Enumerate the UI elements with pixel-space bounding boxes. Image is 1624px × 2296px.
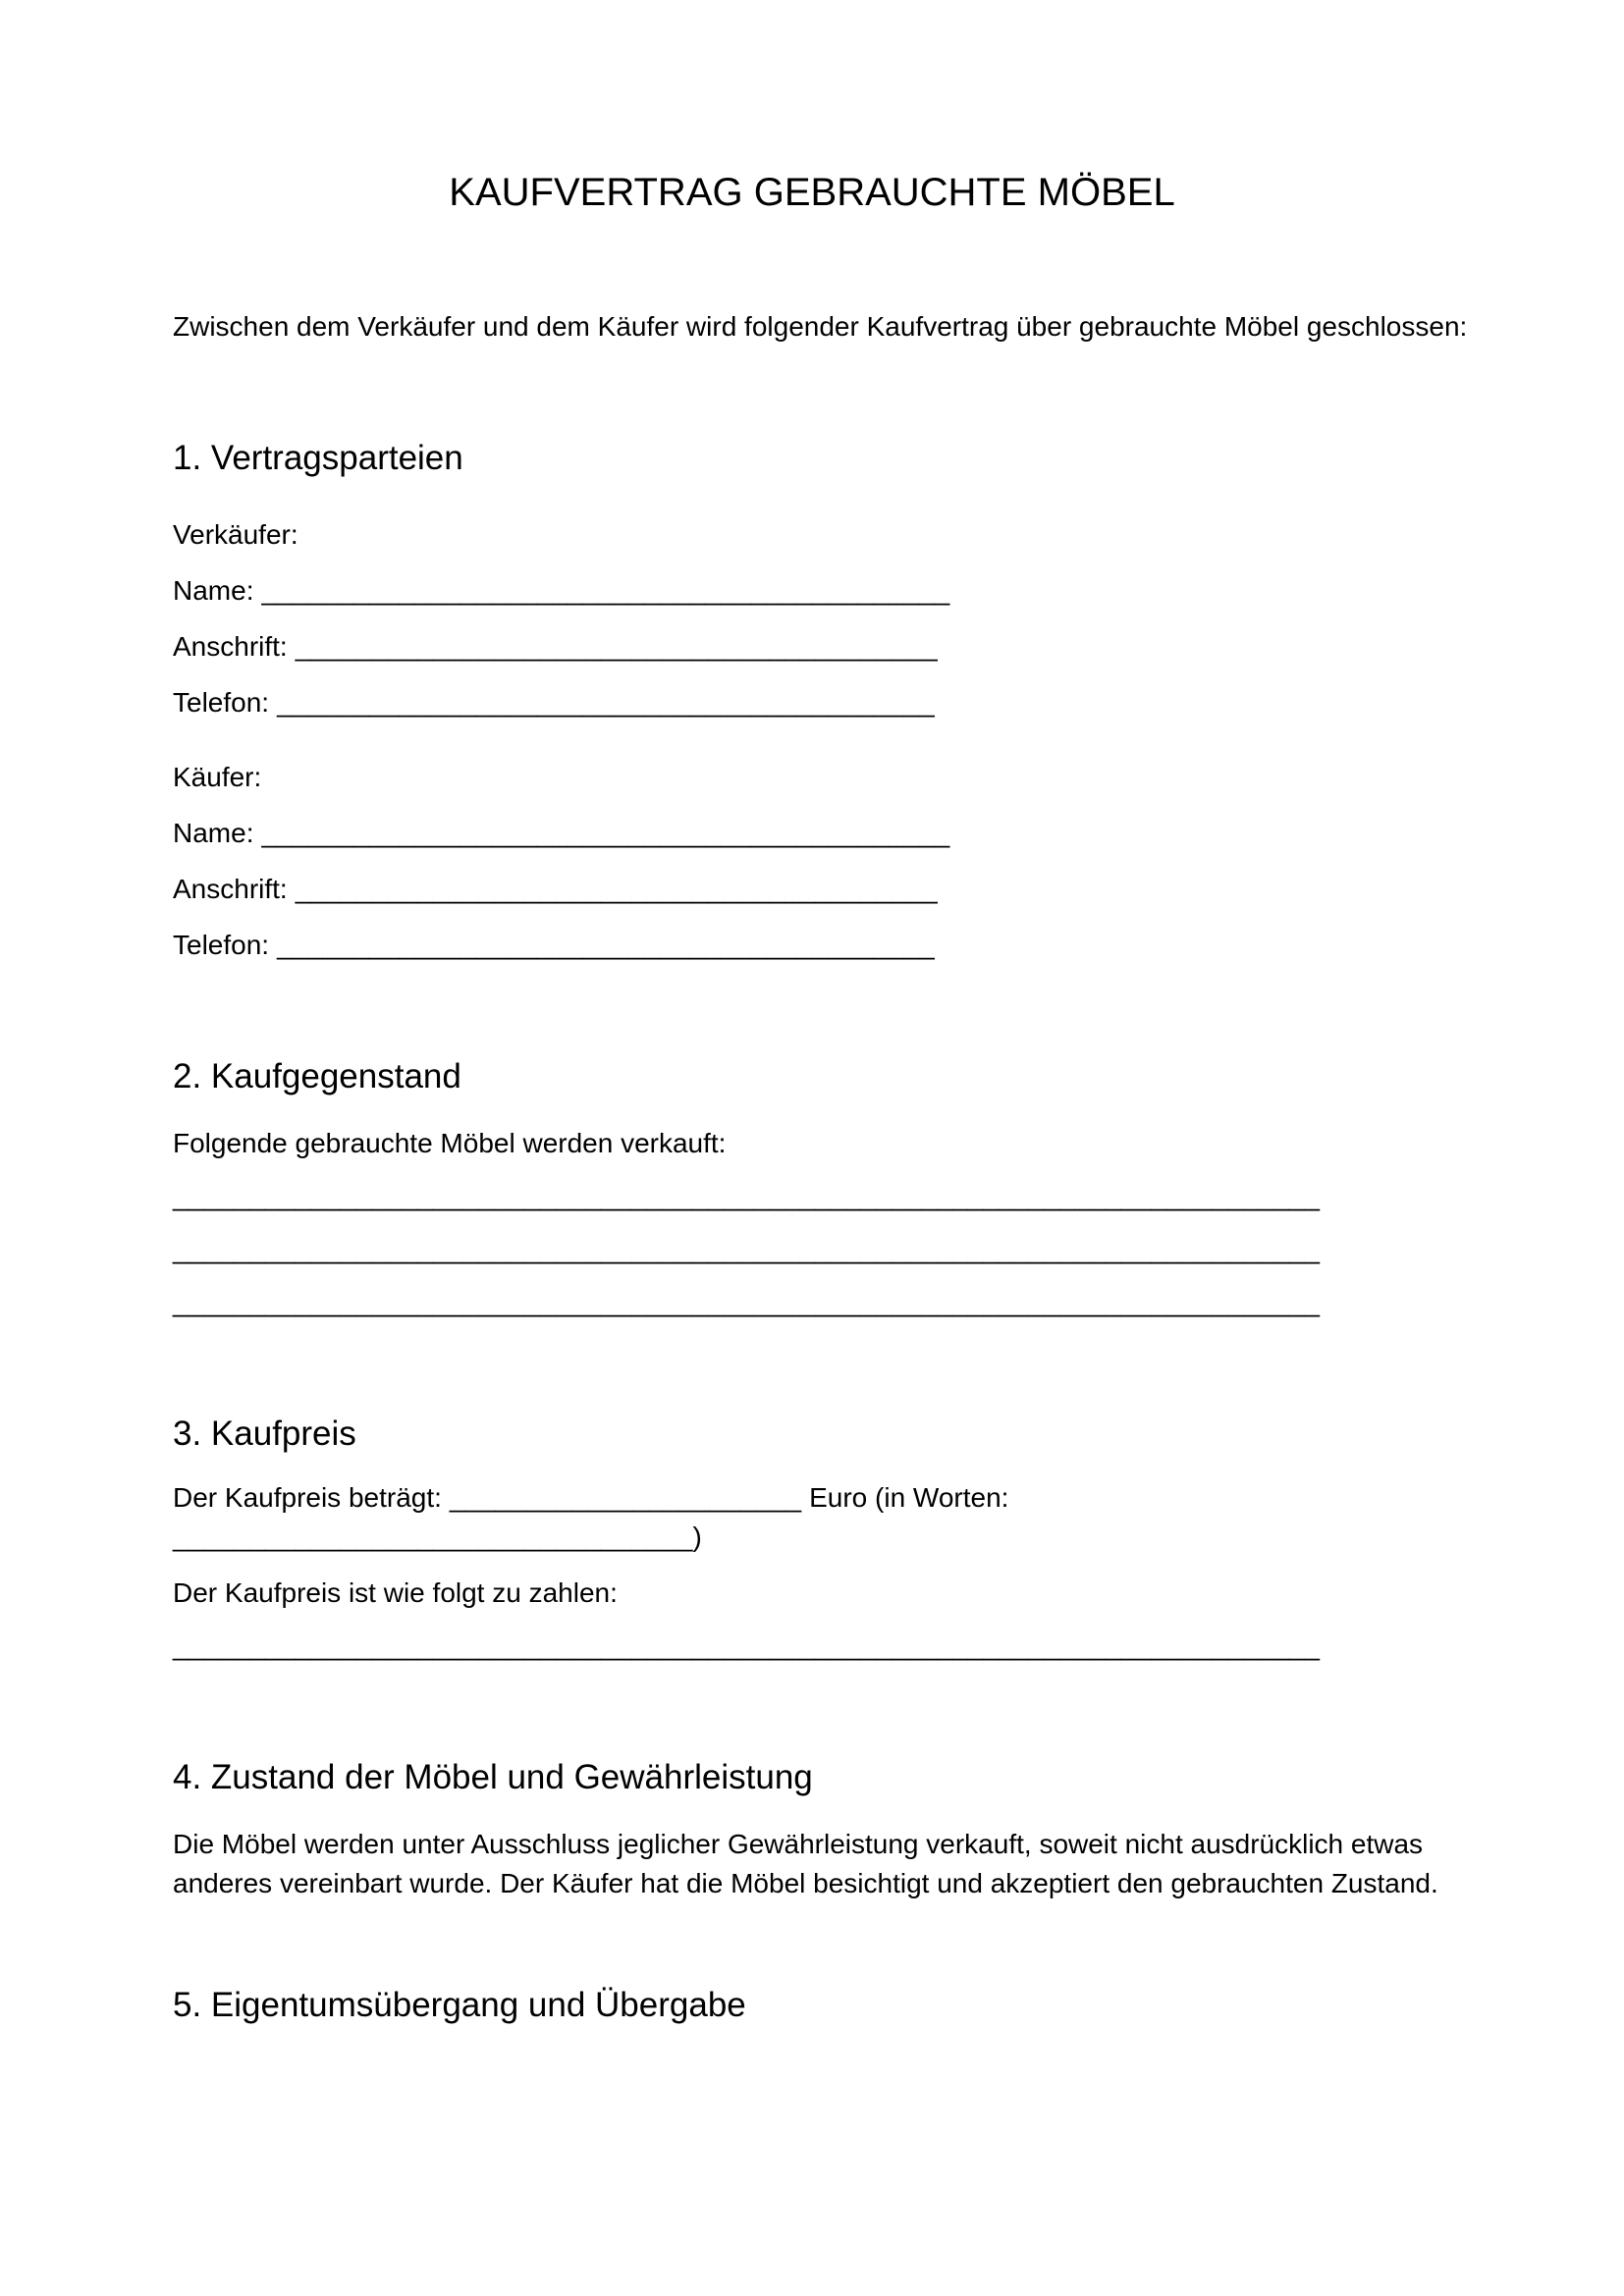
section-3-heading: 3. Kaufpreis xyxy=(173,1415,356,1453)
buyer-name-row xyxy=(173,814,1479,853)
kaufgegenstand-lead: Folgende gebrauchte Möbel werden verkauft: xyxy=(173,1128,727,1158)
seller-phone-row xyxy=(173,683,1479,722)
price-words-blank-line: __________________________________) xyxy=(173,1522,702,1552)
warranty-paragraph: Die Möbel werden unter Ausschluss jeglicher Gewährleistung verkauft, soweit nicht ausdrücklich etwas anderes vereinbart wurde. Der Käufer hat die Möbel besichtigt und akzeptiert den gebrauchten Zustand. xyxy=(173,1829,1438,1898)
buyer-phone-row xyxy=(173,926,1479,965)
field-label: Telefon: xyxy=(173,687,270,718)
field-label: Name: xyxy=(173,575,254,606)
buyer-address-row xyxy=(173,870,1479,909)
seller-name-row xyxy=(173,571,1479,611)
buyer-label: Käufer: xyxy=(173,762,262,792)
price-prefix: Der Kaufpreis beträgt: xyxy=(173,1482,442,1513)
blank-line: ___________________________________________________________________________ xyxy=(173,1234,1320,1264)
seller-label: Verkäufer: xyxy=(173,519,298,550)
section-kaufgegenstand xyxy=(173,1055,1479,1322)
field-blank-line: ___________________________________________ xyxy=(277,930,935,960)
field-label: Anschrift: xyxy=(173,631,288,662)
field-blank-line: __________________________________________ xyxy=(295,631,938,662)
payment-lead: Der Kaufpreis ist wie folgt zu zahlen: xyxy=(173,1577,618,1608)
field-blank-line: ___________________________________________ xyxy=(277,687,935,718)
seller-address-row xyxy=(173,627,1479,667)
price-paragraph xyxy=(173,1478,1479,1557)
field-blank-line: __________________________________________ xyxy=(295,874,938,904)
intro-paragraph: Zwischen dem Verkäufer und dem Käufer wird folgender Kaufvertrag über gebrauchte Möbel geschlossen: xyxy=(173,311,1468,342)
section-eigentumsuebergang xyxy=(173,1984,1479,2027)
section-5-heading: 5. Eigentumsübergang und Übergabe xyxy=(173,1986,746,2024)
section-4-heading: 4. Zustand der Möbel und Gewährleistung xyxy=(173,1758,813,1796)
section-2-heading: 2. Kaufgegenstand xyxy=(173,1057,461,1095)
price-suffix: Euro (in Worten: xyxy=(809,1482,1009,1513)
field-blank-line: _____________________________________________ xyxy=(261,575,950,606)
section-kaufpreis xyxy=(173,1413,1479,1666)
section-zustand-gewaehrleistung xyxy=(173,1756,1479,1903)
price-line xyxy=(173,1482,1008,1513)
blank-line: ___________________________________________________________________________ xyxy=(173,1181,1320,1211)
field-label: Telefon: xyxy=(173,930,270,960)
blank-line: ___________________________________________________________________________ xyxy=(173,1630,1320,1661)
blank-line: ___________________________________________________________________________ xyxy=(173,1287,1320,1317)
section-vertragsparteien xyxy=(173,437,1479,965)
price-blank-line: _______________________ xyxy=(449,1482,802,1513)
field-label: Name: xyxy=(173,818,254,848)
field-blank-line: _____________________________________________ xyxy=(261,818,950,848)
document-title: KAUFVERTRAG GEBRAUCHTE MÖBEL xyxy=(449,171,1175,214)
field-label: Anschrift: xyxy=(173,874,288,904)
section-1-heading: 1. Vertragsparteien xyxy=(173,439,463,477)
